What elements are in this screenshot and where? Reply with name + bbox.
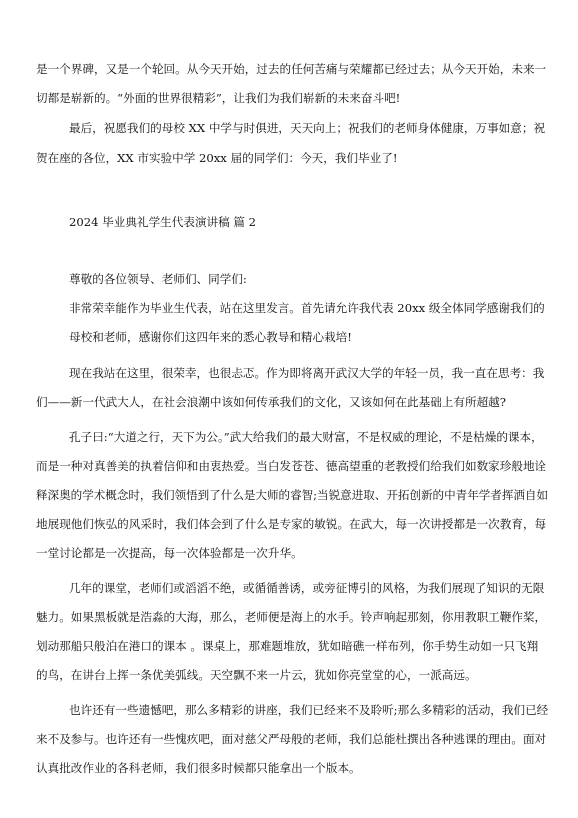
text-line: 孔子曰:“大道之行，天下为公。”武大给我们的最大财富，不是权威的理论，不是枯燥的课本， bbox=[69, 430, 543, 444]
text-line: 地展现他们恢弘的风采时，我们体会到了什么是专家的敏锐。在武大，每一次讲授都是一次教育，每 bbox=[36, 517, 547, 531]
text-line: 一堂讨论都是一次提高，每一次体验都是一次升华。 bbox=[36, 546, 303, 560]
text-line: 们——新一代武大人，在社会浪潮中该如何传承我们的文化，又该如何在此基础上有所超越? bbox=[36, 395, 506, 409]
text-line: 最后，祝愿我们的母校 XX 中学与时俱进，天天向上；祝我们的老师身体健康，万事如意；祝 bbox=[69, 121, 546, 135]
text-line: 认真批改作业的各科老师，我们很多时候都只能拿出一个版本。 bbox=[36, 761, 361, 775]
text-line: 释深奥的学术概念时，我们领悟到了什么是大师的睿智;当锐意进取、开拓创新的中青年学者挥洒自如 bbox=[36, 488, 549, 502]
text-line: 几年的课堂，老师们或滔滔不绝，或循循善诱，或旁征博引的风格，为我们展现了知识的无限 bbox=[69, 581, 545, 595]
section-heading: 2024 毕业典礼学生代表演讲稿 篇 2 bbox=[69, 215, 257, 229]
text-line: 切都是崭新的。“外面的世界很精彩”，让我们为我们崭新的未来奋斗吧! bbox=[36, 91, 401, 105]
text-line: 贺在座的各位，XX 市实验中学 20xx 届的同学们：今天，我们毕业了! bbox=[36, 151, 398, 165]
text-line: 而是一种对真善美的执着信仰和由衷热爱。当白发苍苍、德高望重的老教授们给我们如数家珍般地诠 bbox=[36, 459, 547, 473]
text-line: 魅力。如果黑板就是浩淼的大海，那么，老师便是海上的水手。铃声响起那刻，你用教职工鞭作桨， bbox=[36, 610, 547, 624]
text-line: 现在我站在这里，很荣幸，也很忐忑。作为即将离开武汉大学的年轻一员，我一直在思考：我 bbox=[69, 366, 545, 380]
salutation: 尊敬的各位领导、老师们、同学们: bbox=[69, 272, 247, 286]
text-line: 的鸟，在讲台上挥一条优美弧线。天空飘不来一片云，犹如你亮堂堂的心，一派高远。 bbox=[36, 668, 477, 682]
text-line: 是一个界碑，又是一个轮回。从今天开始，过去的任何苦痛与荣耀都已经过去；从今天开始，未来一 bbox=[36, 62, 547, 76]
text-line: 也许还有一些遗憾吧，那么多精彩的讲座，我们已经来不及聆听;那么多精彩的活动，我们已经 bbox=[69, 703, 549, 717]
text-line: 非常荣幸能作为毕业生代表，站在这里发言。首先请允许我代表 20xx 级全体同学感谢我们的 bbox=[69, 301, 545, 315]
text-line: 划动那船只般泊在港口的课本 。课桌上，那难题堆放，犹如暗礁一样布列，你手势生动如一只飞翔 bbox=[36, 639, 539, 653]
text-line: 母校和老师，感谢你们这四年来的悉心教导和精心栽培! bbox=[69, 330, 352, 344]
text-line: 来不及参与。也许还有一些愧疚吧，面对慈父严母般的老师，我们总能杜撰出各种逃课的理由。面对 bbox=[36, 732, 547, 746]
